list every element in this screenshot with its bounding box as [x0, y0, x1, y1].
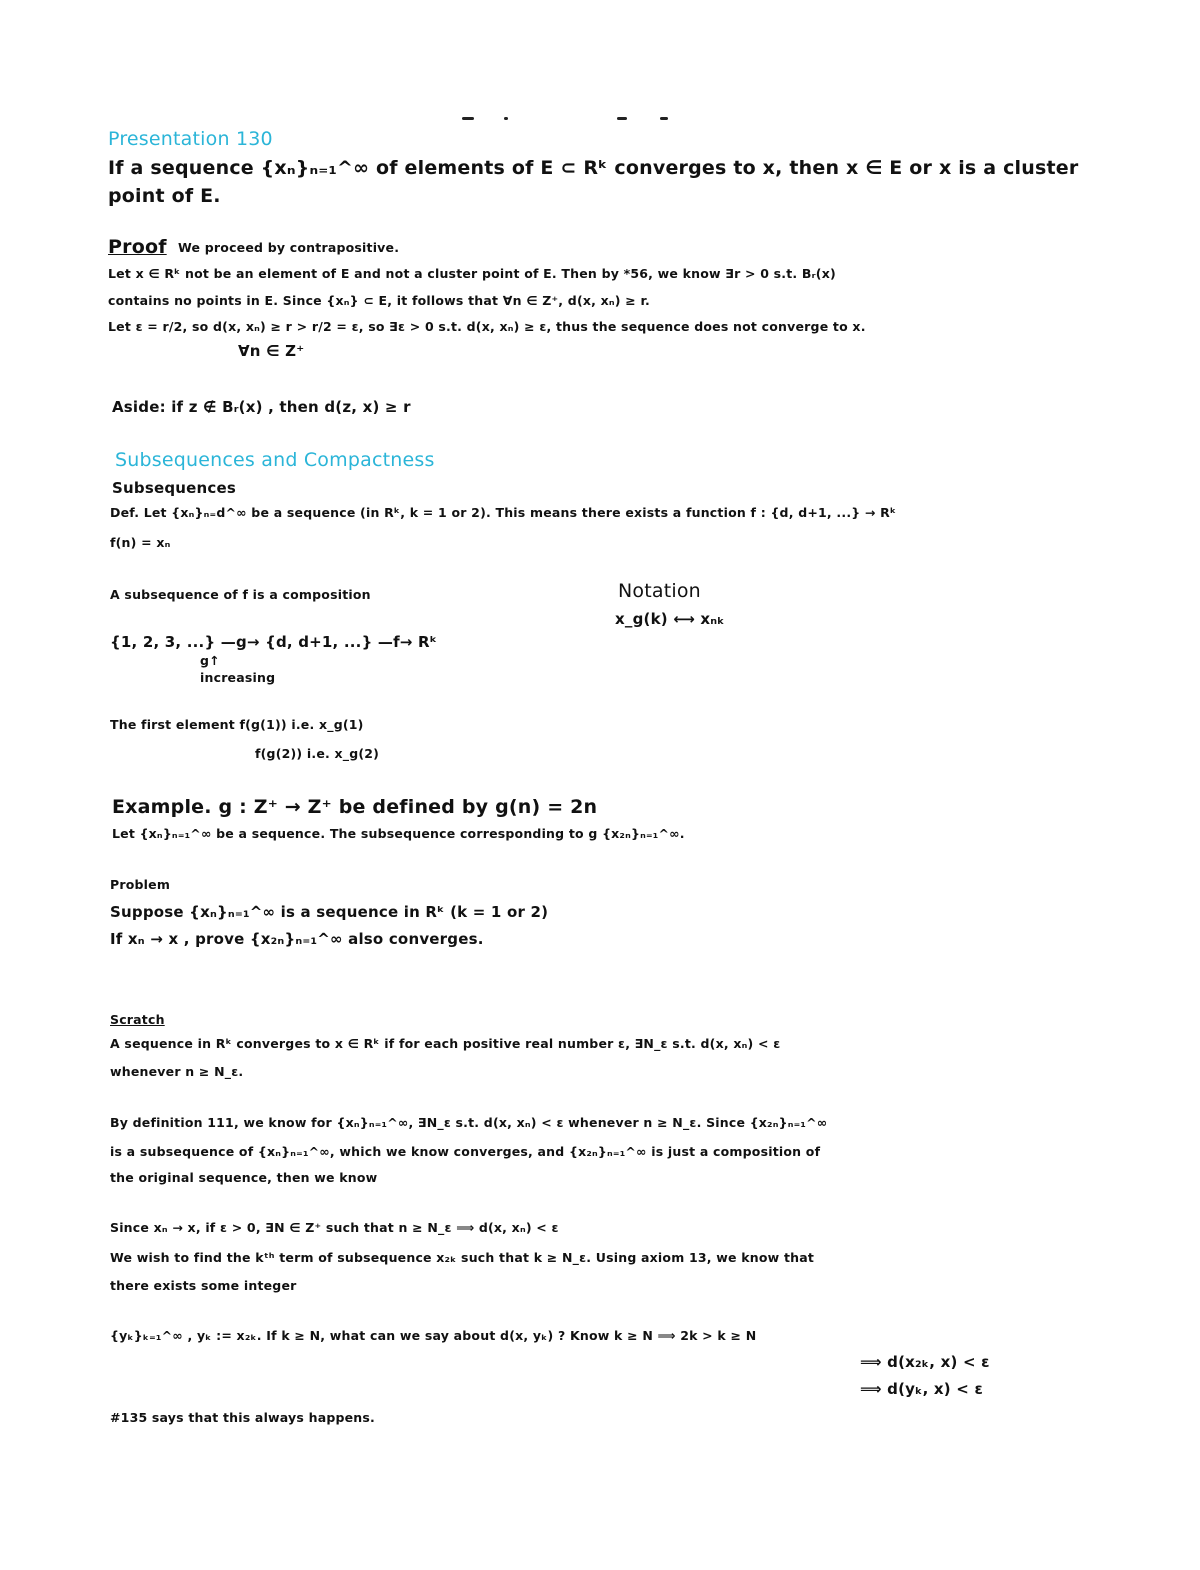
scratch-line: is a subsequence of {xₙ}ₙ₌₁^∞, which we know converges, and {x₂ₙ}ₙ₌₁^∞ is just a composition of [110, 1144, 821, 1159]
composition-formula: {1, 2, 3, ...} —g→ {d, d+1, ...} —f→ Rᵏ [110, 633, 438, 651]
notation-formula: x_g(k) ⟷ xₙₖ [615, 610, 725, 628]
proof-line: Let x ∈ Rᵏ not be an element of E and not a cluster point of E. Then by *56, we know ∃r > 0 s.t. Bᵣ(x) [108, 266, 836, 281]
page-header-marks [462, 117, 672, 127]
scratch-line: #135 says that this always happens. [110, 1410, 375, 1425]
composition-text: A subsequence of f is a composition [110, 587, 371, 602]
problem-line: If xₙ → x , prove {x₂ₙ}ₙ₌₁^∞ also converges. [110, 930, 484, 948]
scratch-line: whenever n ≥ N_ε. [110, 1064, 244, 1079]
presentation-title: Presentation 130 [108, 128, 273, 150]
statement-line: If a sequence {xₙ}ₙ₌₁^∞ of elements of E ⊂ Rᵏ converges to x, then x ∈ E or x is a cluster [108, 157, 1079, 179]
scratch-label: Scratch [110, 1012, 165, 1027]
proof-intro: We proceed by contrapositive. [178, 240, 400, 255]
proof-line: contains no points in E. Since {xₙ} ⊂ E, it follows that ∀n ∈ Z⁺, d(x, xₙ) ≥ r. [108, 293, 650, 308]
increasing-label: increasing [200, 670, 276, 685]
second-element-line: f(g(2)) i.e. x_g(2) [255, 746, 380, 761]
scratch-line: A sequence in Rᵏ converges to x ∈ Rᵏ if for each positive real number ε, ∃N_ε s.t. d(x, xₙ) < ε [110, 1036, 781, 1051]
problem-line: Suppose {xₙ}ₙ₌₁^∞ is a sequence in Rᵏ (k = 1 or 2) [110, 903, 549, 921]
proof-line: Let ε = r/2, so d(x, xₙ) ≥ r > r/2 = ε, so ∃ε > 0 s.t. d(x, xₙ) ≥ ε, thus the sequence does not converge to x. [108, 319, 866, 334]
definition-line: f(n) = xₙ [110, 535, 171, 550]
section-subheading: Subsequences [112, 479, 236, 497]
scratch-line: By definition 111, we know for {xₙ}ₙ₌₁^∞, ∃N_ε s.t. d(x, xₙ) < ε whenever n ≥ N_ε. Since {x₂ₙ}ₙ₌₁^∞ [110, 1115, 828, 1130]
definition-line: Def. Let {xₙ}ₙ₌d^∞ be a sequence (in Rᵏ, k = 1 or 2). This means there exists a function f : {d, d+1, ...} → Rᵏ [110, 505, 897, 520]
problem-label: Problem [110, 877, 171, 892]
statement-line: point of E. [108, 185, 221, 207]
notation-title: Notation [618, 580, 701, 602]
proof-label: Proof [108, 236, 167, 258]
proof-aside: Aside: if z ∉ Bᵣ(x) , then d(z, x) ≥ r [112, 398, 411, 416]
example-line: Example. g : Z⁺ → Z⁺ be defined by g(n) = 2n [112, 796, 598, 818]
scratch-line: there exists some integer [110, 1278, 297, 1293]
scratch-line: ⟹ d(yₖ, x) < ε [860, 1380, 984, 1398]
scratch-line: Since xₙ → x, if ε > 0, ∃N ∈ Z⁺ such that n ≥ N_ε ⟹ d(x, xₙ) < ε [110, 1220, 559, 1235]
first-element-line: The first element f(g(1)) i.e. x_g(1) [110, 717, 364, 732]
example-line: Let {xₙ}ₙ₌₁^∞ be a sequence. The subsequence corresponding to g {x₂ₙ}ₙ₌₁^∞. [112, 826, 685, 841]
scratch-line: We wish to find the kᵗʰ term of subsequence x₂ₖ such that k ≥ N_ε. Using axiom 13, we know that [110, 1250, 815, 1265]
scratch-line: {yₖ}ₖ₌₁^∞ , yₖ := x₂ₖ. If k ≥ N, what can we say about d(x, yₖ) ? Know k ≥ N ⟹ 2k > k ≥ N [110, 1328, 757, 1343]
composition-sub: g↑ [200, 653, 220, 668]
scratch-line: ⟹ d(x₂ₖ, x) < ε [860, 1353, 990, 1371]
section-title: Subsequences and Compactness [115, 449, 435, 471]
scratch-line: the original sequence, then we know [110, 1170, 378, 1185]
proof-line-sub: ∀n ∈ Z⁺ [238, 342, 305, 360]
